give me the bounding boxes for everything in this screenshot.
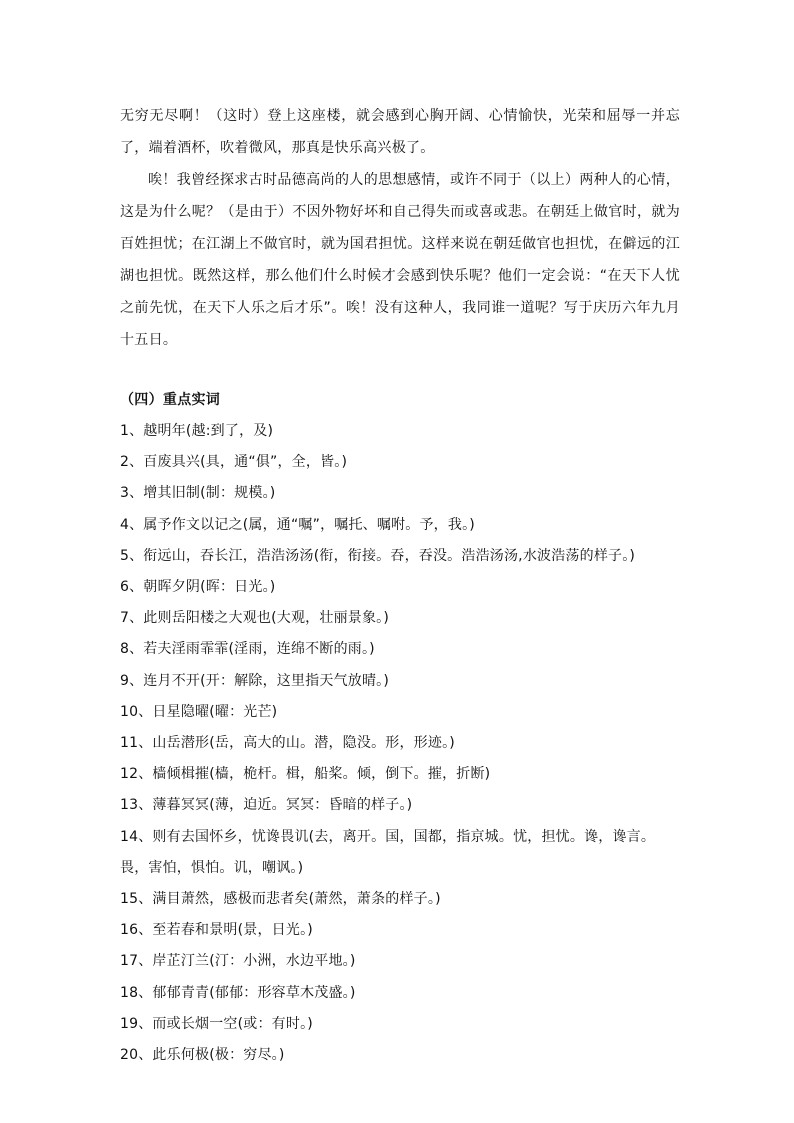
- document-content: [120, 100, 680, 1071]
- vocab-item: 17、岸芷汀兰(汀：小洲，水边平地。): [120, 953, 356, 970]
- vocab-item: 3、增其旧制(制：规模。): [120, 485, 276, 502]
- vocab-item: 19、而或长烟一空(或：有时。): [120, 1015, 313, 1032]
- section-heading: （四）重点实词: [120, 392, 221, 408]
- vocab-item: 5、衔远山，吞长江，浩浩汤汤(衔，衔接。吞，吞没。浩浩汤汤,水波浩荡的样子。): [120, 547, 636, 564]
- vocab-item: 12、樯倾楫摧(樯，桅杆。楫，船桨。倾，倒下。摧，折断): [120, 766, 491, 783]
- vocab-item: 9、连月不开(开：解除，这里指天气放晴。): [120, 672, 390, 689]
- vocab-item: 4、属予作文以记之(属，通“嘱”，嘱托、嘱咐。予，我。): [120, 516, 475, 533]
- vocab-item: 18、郁郁青青(郁郁：形容草木茂盛。): [120, 984, 356, 1001]
- vocab-item: 8、若夫淫雨霏霏(淫雨，连绵不断的雨。): [120, 641, 375, 658]
- vocab-item: 1、越明年(越:到了，及): [120, 423, 274, 439]
- vocab-item: 14、则有去国怀乡，忧谗畏讥(去，离开。国，国都，指京城。忧，担忧。谗，谗言。畏，害怕，惧怕。讥，嘲讽。): [120, 828, 656, 876]
- vocab-item: 7、此则岳阳楼之大观也(大观，壮丽景象。): [120, 610, 390, 627]
- vocab-item: 15、满目萧然，感极而悲者矣(萧然，萧条的样子。): [120, 891, 441, 908]
- translation-paragraph-1: 无穷无尽啊！（这时）登上这座楼，就会感到心胸开阔、心情愉快，光荣和屈辱一并忘了，端着酒杯，吹着微风，那真是快乐高兴极了。: [120, 108, 680, 156]
- vocab-item: 2、百废具兴(具，通“俱”，全，皆。): [120, 454, 348, 471]
- vocab-item: 11、山岳潜形(岳，高大的山。潜，隐没。形，形迹。): [120, 735, 455, 752]
- vocab-item: 16、至若春和景明(景，日光。): [120, 922, 313, 939]
- translation-paragraph-2: 唉！我曾经探求古时品德高尚的人的思想感情，或许不同于（以上）两种人的心情，这是为什么呢？（是由于）不因外物好坏和自己得失而或喜或悲。在朝廷上做官时，就为百姓担忧；在江湖上不做官时，就为国君担忧。这样来说在朝廷做官也担忧，在僻远的江湖也担忧。既然这样，那么他们什么时候才会感到快乐呢？他们一定会说：“在天下人忧之前先忧，在天下人乐之后才乐”。唉！没有这种人，我同谁一道呢？写于庆历六年九月十五日。: [120, 172, 680, 348]
- vocab-list: [120, 416, 680, 1071]
- vocab-item: 20、此乐何极(极：穷尽。): [120, 1047, 285, 1064]
- vocab-item: 6、朝晖夕阴(晖：日光。): [120, 579, 276, 596]
- vocab-item: 10、日星隐曜(曜：光芒): [120, 703, 278, 720]
- vocab-item: 13、薄暮冥冥(薄，迫近。冥冥：昏暗的样子。): [120, 797, 413, 814]
